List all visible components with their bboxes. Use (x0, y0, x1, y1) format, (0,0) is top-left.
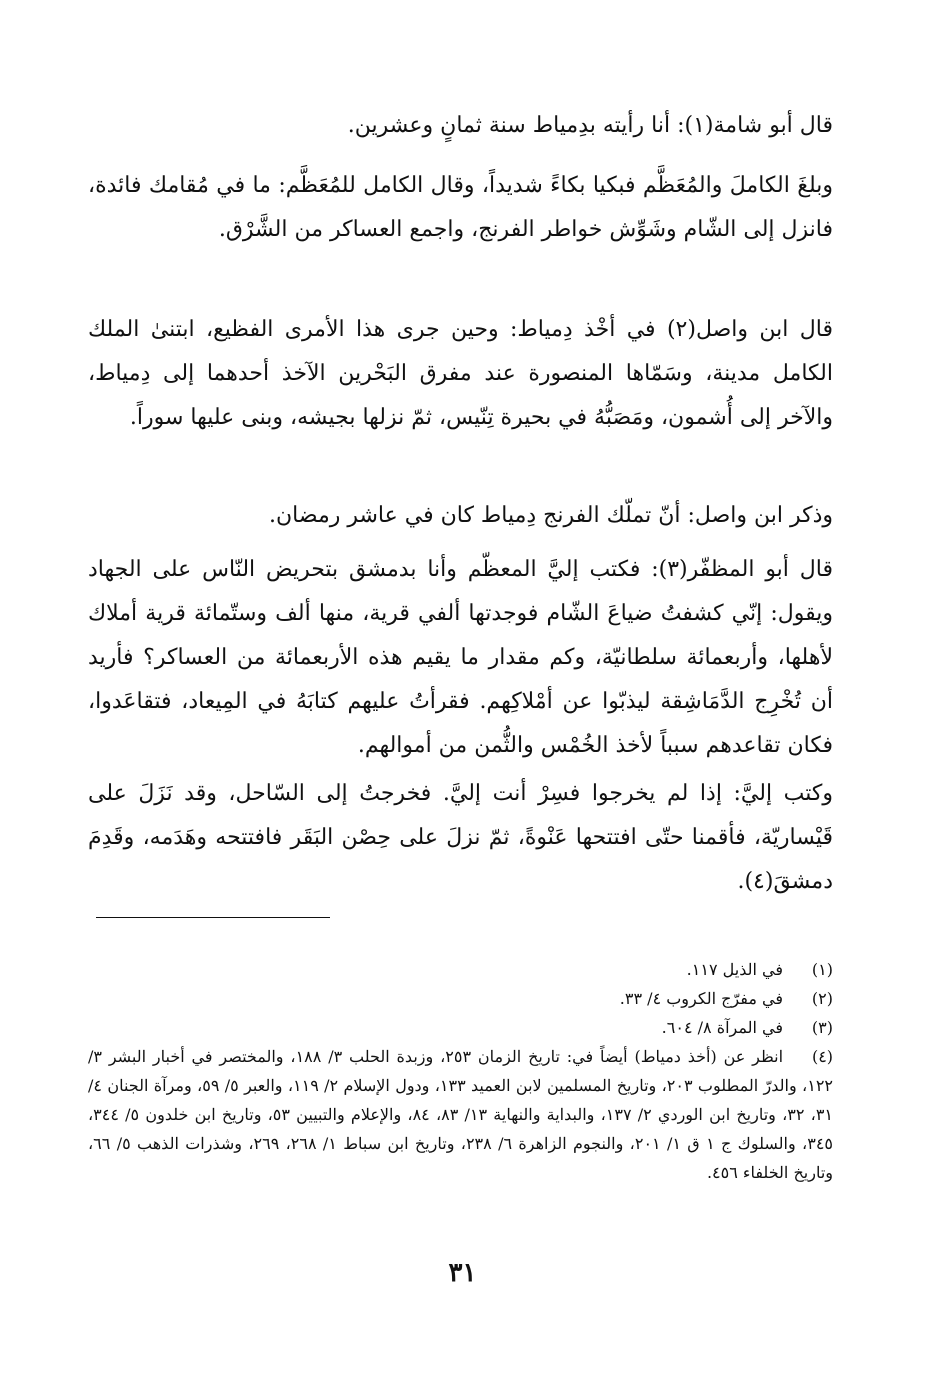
paragraph-ibn-wasil-date: وذكر ابن واصل: أنّ تملّك الفرنج دِمياط كان في عاشر رمضان. (269, 503, 833, 528)
paragraph-kamil-muazzam: وبلغَ الكاملَ والمُعَظَّم فبكيا بكاءً شديداً، وقال الكامل للمُعَظَّم: ما في مُقامك فائدة، فانزل إلى الشّام وشَوِّش خواطر الفرنج، واجمع العساكر من الشَّرْق. (88, 173, 833, 242)
footnote-number: (١) (811, 960, 833, 979)
footnote-text: في مفرّج الكروب ٤/ ٣٣. (619, 989, 783, 1008)
footnote-number: (٤) (811, 1047, 834, 1066)
footnote-text: في الذيل ١١٧. (686, 960, 783, 979)
paragraph-caesarea: وكتب إليَّ: إذا لم يخرجوا فسِرْ أنت إليَّ. فخرجتُ إلى السّاحل، وقد نَزَلَ على قَيْساريّة، فأقمنا حتّى افتتحها عَنْوةً، ثمّ نزلَ على حِصْن البَقَر فافتتحه وهَدَمه، وقَدِمَ دمشقَ(٤). (88, 781, 833, 894)
footnote-number: (٢) (811, 989, 833, 1008)
paragraph-abu-shama: قال أبو شامة(١): أنا رأيته بدِمياط سنة ثمانٍ وعشرين. (347, 113, 833, 138)
footnote-text: انظر عن (أخذ دمياط) أيضاً في: تاريخ الزمان ٢٥٣، وزبدة الحلب ٣/ ١٨٨، والمختصر في أخبار البشر ٣/ ١٢٢، والدرّ المطلوب ٢٠٣، وتاريخ المسلمين لابن العميد ١٣٣، ودول الإسلام ٢/ ١١٩، والعبر ٥/ ٥٩، ومرآة الجنان ٤/ ٣١، ٣٢، وتاريخ ابن الوردي ٢/ ١٣٧، والبداية والنهاية ١٣/ ٨٣، ٨٤، والإعلام والتبيين ٥٣، وتاريخ ابن خلدون ٥/ ٣٤٤، ٣٤٥، والسلوك ج ١ ق ١/ ٢٠١، والنجوم الزاهرة ٦/ ٢٣٨، وتاريخ ابن سباط ١/ ٢٦٨، ٢٦٩، وشذرات الذهب ٥/ ٦٦، وتاريخ الخلفاء ٤٥٦. (88, 1047, 834, 1182)
footnote-2 (88, 984, 833, 1013)
footnote-number: (٣) (811, 1018, 833, 1037)
footnote-1 (88, 955, 833, 984)
page-number: ٣١ (448, 1258, 477, 1288)
paragraph-abu-muzaffar: قال أبو المظفّر(٣): فكتب إليَّ المعظّم وأنا بدمشق بتحريض النّاس على الجهاد ويقول: إنّي كشفتُ ضياعَ الشّام فوجدتها ألفي قرية، منها ألف وستّمائة قرية أملاك لأهلها، وأربعمائة سلطانيّة، وكم مقدار ما يقيم هذه الأربعمائة من العساكر؟ فأريد أن تُخْرِج الدَّمَاشِقة ليذبّوا عن أمْلاكِهم. فقرأتُ عليهم كتابَهُ في المِيعاد، فتقاعَدوا، فكان تقاعدهم سبباً لأخذ الخُمْس والثُّمن من أموالهم. (88, 557, 833, 758)
footnote-text: في المرآة ٨/ ٦٠٤. (661, 1018, 783, 1037)
footnote-4 (88, 1042, 833, 1187)
paragraph-ibn-wasil-mansura: قال ابن واصل(٢) في أخْذ دِمياط: وحين جرى هذا الأمرى الفظيع، ابتنىٰ الملك الكامل مدينة، وسَمّاها المنصورة عند مفرق البَحْرين الآخذ أحدهما إلى دِمياط، والآخر إلى أُشمون، ومَصَبُّهُ في بحيرة تِنّيس، ثمّ نزلها بجيشه، وبنى عليها سوراً. (88, 317, 833, 430)
footnote-3 (88, 1013, 833, 1042)
footnote-divider (96, 917, 330, 918)
